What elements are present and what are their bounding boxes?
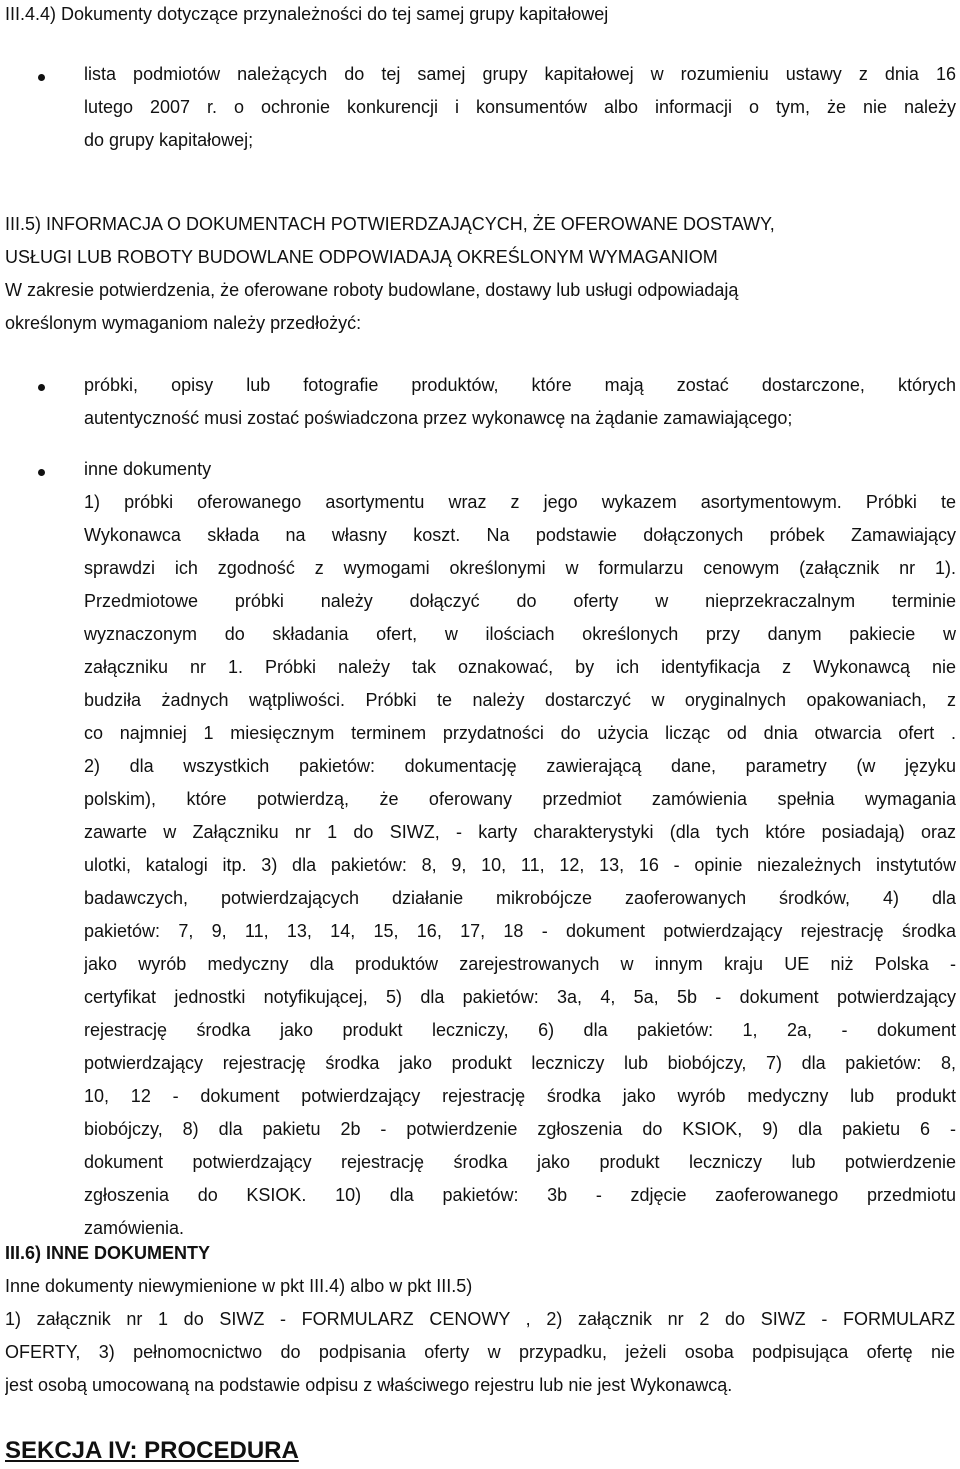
bullet3-line: zawarte w Załączniku nr 1 do SIWZ, - karty charakterystyki (dla tych które posiadają) oraz	[84, 822, 956, 842]
bullet3-line: ulotki, katalogi itp. 3) dla pakietów: 8, 9, 10, 11, 12, 13, 16 - opinie niezależnych instytutów	[84, 855, 956, 875]
bullet3-line: zamówienia.	[84, 1218, 185, 1238]
bullet3-line: Wykonawca składa na własny koszt. Na podstawie dołączonych próbek Zamawiający	[84, 525, 956, 545]
intro-line: określonym wymaganiom należy przedłożyć:	[5, 313, 362, 333]
bullet3-line: załączniku nr 1. Próbki należy tak oznakować, by ich identyfikacja z Wykonawcą nie	[84, 657, 956, 677]
other-docs-line: OFERTY, 3) pełnomocnictwo do podpisania oferty w przypadku, jeżeli osoba podpisująca ofertę nie	[5, 1342, 955, 1362]
bullet2-line: autentyczność musi zostać poświadczona przez wykonawcę na żądanie zamawiającego;	[84, 408, 793, 428]
bullet3-line: jako wyrób medyczny dla produktów zarejestrowanych w innym kraju UE niż Polska -	[84, 954, 956, 974]
bullet3-line: rejestrację środka jako produkt leczniczy, 6) dla pakietów: 1, 2a, - dokument	[84, 1020, 956, 1040]
bullet1-line: lutego 2007 r. o ochronie konkurencji i konsumentów albo informacji o tym, że nie należy	[84, 97, 956, 117]
bullet3-line: certyfikat jednostki notyfikującej, 5) dla pakietów: 3a, 4, 5a, 5b - dokument potwierdzający	[84, 987, 956, 1007]
bullet3-line: biobójczy, 8) dla pakietu 2b - potwierdzenie zgłoszenia do KSIOK, 9) dla pakietu 6 -	[84, 1119, 956, 1139]
bullet3-line: budziła żadnych wątpliwości. Próbki te należy dostarczyć w oryginalnych opakowaniach, z	[84, 690, 956, 710]
other-docs-line: 1) załącznik nr 1 do SIWZ - FORMULARZ CENOWY , 2) załącznik nr 2 do SIWZ - FORMULARZ	[5, 1309, 955, 1329]
heading-iii-4-4: III.4.4) Dokumenty dotyczące przynależności do tej samej grupy kapitałowej	[5, 4, 609, 24]
bullet3-line: Przedmiotowe próbki należy dołączyć do oferty w nieprzekraczalnym terminie	[84, 591, 956, 611]
section-iv-title: SEKCJA IV: PROCEDURA	[5, 1437, 299, 1464]
intro-line: W zakresie potwierdzenia, że oferowane roboty budowlane, dostawy lub usługi odpowiadają	[5, 280, 739, 300]
bullet3-line: co najmniej 1 miesięcznym terminem przydatności do użycia licząc od dnia otwarcia ofert .	[84, 723, 956, 743]
bullet3-line: zgłoszenia do KSIOK. 10) dla pakietów: 3b - zdjęcie zaoferowanego przedmiotu	[84, 1185, 956, 1205]
bullet3-line: 2) dla wszystkich pakietów: dokumentację zawierającą dane, parametry (w języku	[84, 756, 956, 776]
bullet3-line: badawczych, potwierdzających działanie mikrobójcze zaoferowanych środków, 4) dla	[84, 888, 956, 908]
bullet2-line: próbki, opisy lub fotografie produktów, które mają zostać dostarczone, których	[84, 375, 956, 395]
heading-iii-5-line2: USŁUGI LUB ROBOTY BUDOWLANE ODPOWIADAJĄ OKREŚLONYM WYMAGANIOM	[5, 247, 718, 267]
heading-iii-6: III.6) INNE DOKUMENTY	[5, 1243, 211, 1263]
other-docs-line: jest osobą umocowaną na podstawie odpisu z właściwego rejestru lub nie jest Wykonawcą.	[5, 1375, 733, 1395]
heading-iii-5-line1: III.5) INFORMACJA O DOKUMENTACH POTWIERDZAJĄCYCH, ŻE OFEROWANE DOSTAWY,	[5, 214, 775, 234]
bullet3-line: dokument potwierdzający rejestrację środka jako produkt leczniczy lub potwierdzenie	[84, 1152, 956, 1172]
other-docs-line: Inne dokumenty niewymienione w pkt III.4) albo w pkt III.5)	[5, 1276, 473, 1296]
bullet3-line: potwierdzający rejestrację środka jako produkt leczniczy lub biobójczy, 7) dla pakietów: 8,	[84, 1053, 956, 1073]
bullet3-line: 1) próbki oferowanego asortymentu wraz z jego wykazem asortymentowym. Próbki te	[84, 492, 956, 512]
bullet1-line: lista podmiotów należących do tej samej grupy kapitałowej w rozumieniu ustawy z dnia 16	[84, 64, 956, 84]
bullet-dot	[38, 384, 45, 391]
bullet3-title: inne dokumenty	[84, 459, 212, 479]
bullet-dot	[38, 74, 45, 81]
bullet3-line: polskim), które potwierdzą, że oferowany przedmiot zamówienia spełnia wymagania	[84, 789, 956, 809]
bullet3-line: wyznaczonym do składania ofert, w ilościach określonych przy danym pakiecie w	[84, 624, 956, 644]
bullet-dot	[38, 469, 45, 476]
bullet3-line: pakietów: 7, 9, 11, 13, 14, 15, 16, 17, 18 - dokument potwierdzający rejestrację środka	[84, 921, 956, 941]
bullet1-line: do grupy kapitałowej;	[84, 130, 254, 150]
bullet3-line: sprawdzi ich zgodność z wymogami określonymi w formularzu cenowym (załącznik nr 1).	[84, 558, 956, 578]
bullet3-line: 10, 12 - dokument potwierdzający rejestrację środka jako wyrób medyczny lub produkt	[84, 1086, 956, 1106]
